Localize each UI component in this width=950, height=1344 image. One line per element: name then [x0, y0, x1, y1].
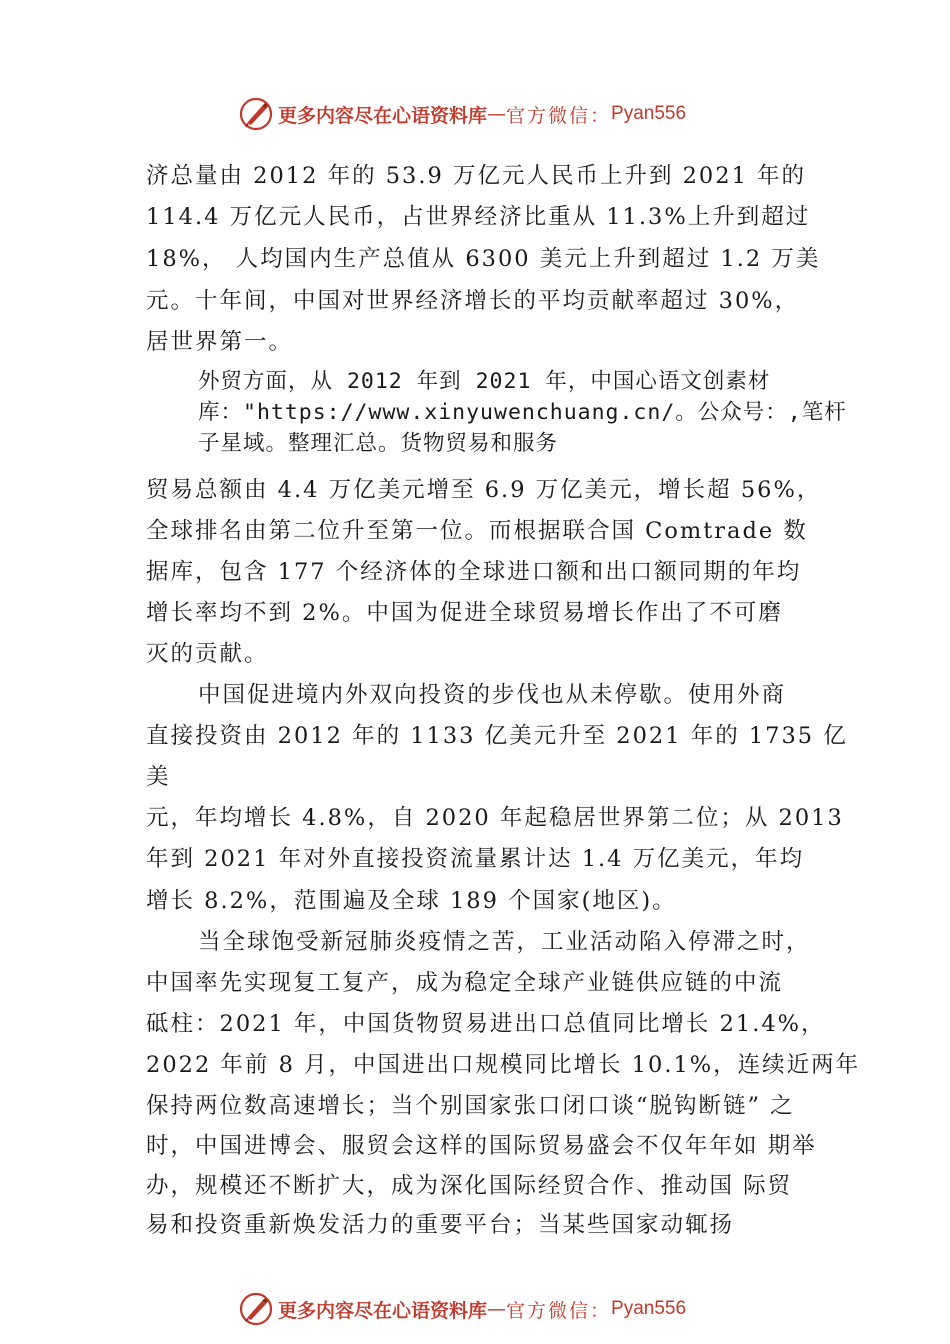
banner-wechat-id: Pyan556 — [611, 1298, 687, 1319]
text-line: 元。十年间，中国对世界经济增长的平均贡献率超过 30%， — [146, 288, 800, 314]
banner-wechat-label: 官方微信： — [506, 104, 612, 127]
text-line: 子星域。整理汇总。货物贸易和服务 — [198, 431, 559, 456]
banner-dash: — — [487, 1298, 507, 1320]
text-line: 保持两位数高速增长；当个别国家张口闭口谈“脱钩断链” 之 — [146, 1093, 795, 1119]
banner-site-name: 更多内容尽在心语资料库 — [278, 104, 488, 127]
text-line: 元，年均增长 4.8%，自 2020 年起稳居世界第二位；从 2013 — [146, 805, 844, 831]
footer-banner — [0, 1289, 950, 1329]
text-line: 时，中国进博会、服贸会这样的国际贸易盛会不仅年年如 期举 — [146, 1133, 817, 1159]
text-line: 贸易总额由 4.4 万亿美元增至 6.9 万亿美元，增长超 56%， — [146, 477, 822, 503]
text-line: 当全球饱受新冠肺炎疫情之苦，工业活动陷入停滞之时， — [198, 929, 811, 955]
text-line: 库："https://www.xinyuwenchuang.cn/。公众号：,笔杆 — [198, 400, 847, 425]
text-line: 据库，包含 177 个经济体的全球进口额和出口额同期的年均 — [146, 559, 802, 585]
text-line: 美 — [146, 764, 171, 790]
banner-wechat-id: Pyan556 — [611, 103, 687, 124]
text-line: 居世界第一。 — [146, 329, 294, 355]
text-line: 增长率均不到 2%。中国为促进全球贸易增长作出了不可磨 — [146, 600, 783, 626]
text-line: 中国率先实现复工复产，成为稳定全球产业链供应链的中流 — [146, 970, 784, 996]
text-line: 114.4 万亿元人民币，占世界经济比重从 11.3%上升到超过 — [146, 204, 811, 230]
text-line: 砥柱：2021 年，中国货物贸易进出口总值同比增长 21.4%， — [146, 1011, 826, 1037]
header-banner — [0, 94, 950, 134]
text-line: 济总量由 2012 年的 53.9 万亿元人民币上升到 2021 年的 — [146, 163, 807, 189]
banner-dash: — — [487, 103, 507, 125]
text-line: 外贸方面，从 2012 年到 2021 年，中国心语文创素材 — [198, 369, 771, 394]
text-line: 易和投资重新焕发活力的重要平台；当某些国家动辄扬 — [146, 1212, 735, 1238]
text-line: 增长 8.2%，范围遍及全球 189 个国家(地区)。 — [146, 888, 677, 914]
text-line: 全球排名由第二位升至第一位。而根据联合国 Comtrade 数 — [146, 518, 808, 544]
text-line: 年到 2021 年对外直接投资流量累计达 1.4 万亿美元，年均 — [146, 846, 805, 872]
text-line: 灭的贡献。 — [146, 641, 269, 667]
text-line: 18%， 人均国内生产总值从 6300 美元上升到超过 1.2 万美 — [146, 246, 821, 272]
text-line: 直接投资由 2012 年的 1133 亿美元升至 2021 年的 1735 亿 — [146, 723, 848, 749]
pen-logo-icon — [238, 96, 274, 132]
banner-wechat-label: 官方微信： — [506, 1299, 612, 1322]
text-line: 中国促进境内外双向投资的步伐也从未停歇。使用外商 — [198, 682, 787, 708]
text-line: 2022 年前 8 月，中国进出口规模同比增长 10.1%，连续近两年 — [146, 1052, 861, 1078]
banner-site-name: 更多内容尽在心语资料库 — [278, 1299, 488, 1322]
pen-logo-icon — [238, 1291, 274, 1327]
text-line: 办，规模还不断扩大，成为深化国际经贸合作、推动国 际贸 — [146, 1173, 793, 1199]
